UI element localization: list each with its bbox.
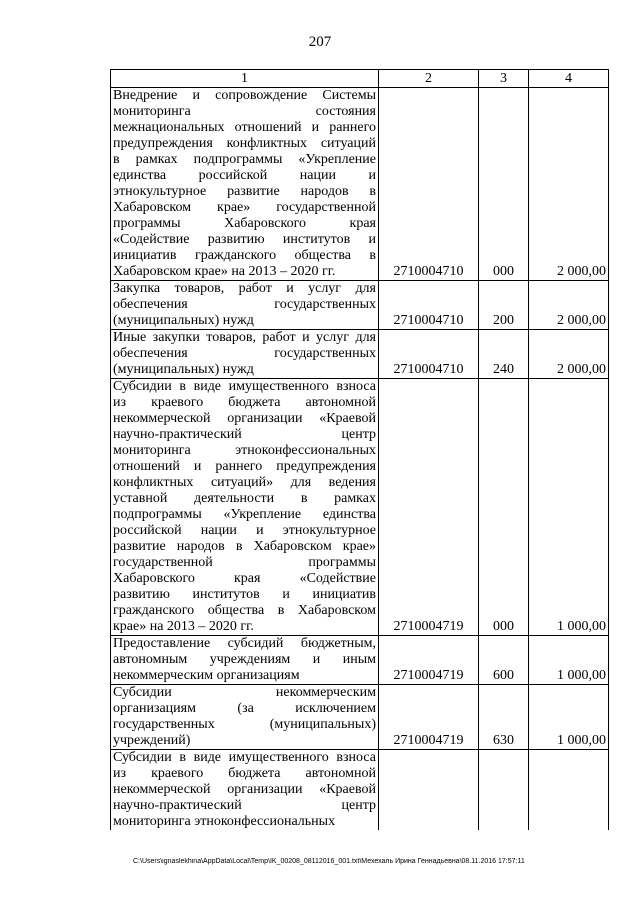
table-body — [111, 88, 609, 831]
row-description — [111, 281, 379, 330]
row-amount: 1 000,00 — [529, 685, 609, 750]
row-description — [111, 636, 379, 685]
row-target-code: 2710004719 — [379, 379, 479, 636]
description-line: инициатив гражданского общества в — [113, 248, 376, 263]
description-line: Субсидии в виде имущественного взноса — [113, 750, 376, 765]
description-line: научно-практический центр — [113, 427, 376, 442]
description-line: из краевого бюджета автономной — [113, 766, 376, 781]
description-line: автономным учреждениям и иным — [113, 652, 376, 667]
row-expense-type: 630 — [479, 685, 529, 750]
description-line: мониторинга состояния — [113, 104, 376, 119]
row-description — [111, 685, 379, 750]
description-line: научно-практический центр — [113, 798, 376, 813]
row-expense-type: 000 — [479, 379, 529, 636]
description-line: Закупка товаров, работ и услуг для — [113, 281, 376, 296]
description-line: «Содействие развитию институтов и — [113, 232, 376, 247]
row-target-code — [379, 750, 479, 831]
row-target-code: 2710004710 — [379, 88, 479, 281]
description-line: конфликтных ситуаций» для ведения — [113, 475, 376, 490]
description-line: Субсидии некоммерческим — [113, 685, 376, 700]
row-target-code: 2710004719 — [379, 685, 479, 750]
description-line: обеспечения государственных — [113, 346, 376, 361]
description-line: из краевого бюджета автономной — [113, 395, 376, 410]
row-target-code: 2710004719 — [379, 636, 479, 685]
description-line: уставной деятельности в рамках — [113, 491, 376, 506]
description-line: государственной программы — [113, 555, 376, 570]
table-row — [111, 685, 609, 750]
description-line: этнокультурное развитие народов в — [113, 184, 376, 199]
footer-file-path: C:\Users\ignaslekhina\AppData\Local\Temp\IK_00208_08112016_001.txt\Мехехаль Ирина Геннадьевна\08.11.2016 17:57:11 — [133, 858, 525, 865]
description-line: обеспечения государственных — [113, 297, 376, 312]
description-line: крае» на 2013 – 2020 гг. — [113, 619, 254, 634]
budget-table — [110, 69, 609, 830]
description-line: организациям (за исключением — [113, 701, 376, 716]
description-line: развитию институтов и инициатив — [113, 587, 376, 602]
header-row — [111, 70, 609, 88]
description-line: мониторинга этноконфессиональных — [113, 814, 336, 829]
row-target-code: 2710004710 — [379, 330, 479, 379]
description-line: Хабаровского края «Содействие — [113, 571, 376, 586]
row-description — [111, 379, 379, 636]
description-line: подпрограммы «Укрепление единства — [113, 507, 376, 522]
description-line: отношений и раннего предупреждения — [113, 459, 376, 474]
row-expense-type: 600 — [479, 636, 529, 685]
description-line: Субсидии в виде имущественного взноса — [113, 379, 376, 394]
description-line: некоммерческой организации «Краевой — [113, 411, 376, 426]
description-line: гражданского общества в Хабаровском — [113, 603, 376, 618]
description-line: межнациональных отношений и раннего — [113, 120, 376, 135]
description-line: мониторинга этноконфессиональных — [113, 443, 376, 458]
description-line: учреждений) — [113, 733, 191, 748]
table-row — [111, 88, 609, 281]
description-line: (муниципальных) нужд — [113, 313, 254, 328]
row-amount — [529, 750, 609, 831]
description-line: Хабаровском крае» государственной — [113, 200, 376, 215]
row-description — [111, 88, 379, 281]
header-col-3: 3 — [479, 70, 529, 88]
row-description — [111, 330, 379, 379]
table-row — [111, 750, 609, 831]
description-line: государственных (муниципальных) — [113, 717, 376, 732]
description-line: программы Хабаровского края — [113, 216, 376, 231]
row-amount: 2 000,00 — [529, 88, 609, 281]
description-line: Иные закупки товаров, работ и услуг для — [113, 330, 376, 345]
row-expense-type — [479, 750, 529, 831]
description-line: некоммерческой организации «Краевой — [113, 782, 376, 797]
row-amount: 1 000,00 — [529, 379, 609, 636]
table-row — [111, 281, 609, 330]
description-line: единства российской нации и — [113, 168, 376, 183]
row-expense-type: 240 — [479, 330, 529, 379]
description-line: Внедрение и сопровождение Системы — [113, 88, 376, 103]
row-target-code: 2710004710 — [379, 281, 479, 330]
description-line: в рамках подпрограммы «Укрепление — [113, 152, 376, 167]
row-amount: 2 000,00 — [529, 281, 609, 330]
description-line: российской нации и этнокультурное — [113, 523, 376, 538]
header-col-2: 2 — [379, 70, 479, 88]
table-row — [111, 379, 609, 636]
description-line: Хабаровском крае» на 2013 – 2020 гг. — [113, 264, 336, 279]
table-row — [111, 636, 609, 685]
header-col-1: 1 — [111, 70, 379, 88]
row-expense-type: 200 — [479, 281, 529, 330]
table-row — [111, 330, 609, 379]
description-line: Предоставление субсидий бюджетным, — [113, 636, 376, 651]
row-amount: 1 000,00 — [529, 636, 609, 685]
row-description — [111, 750, 379, 831]
row-expense-type: 000 — [479, 88, 529, 281]
header-col-4: 4 — [529, 70, 609, 88]
description-line: предупреждения конфликтных ситуаций — [113, 136, 376, 151]
description-line: (муниципальных) нужд — [113, 362, 254, 377]
page-number: 207 — [308, 34, 332, 50]
description-line: развитие народов в Хабаровском крае» — [113, 539, 376, 554]
description-line: некоммерческим организациям — [113, 668, 300, 683]
row-amount: 2 000,00 — [529, 330, 609, 379]
